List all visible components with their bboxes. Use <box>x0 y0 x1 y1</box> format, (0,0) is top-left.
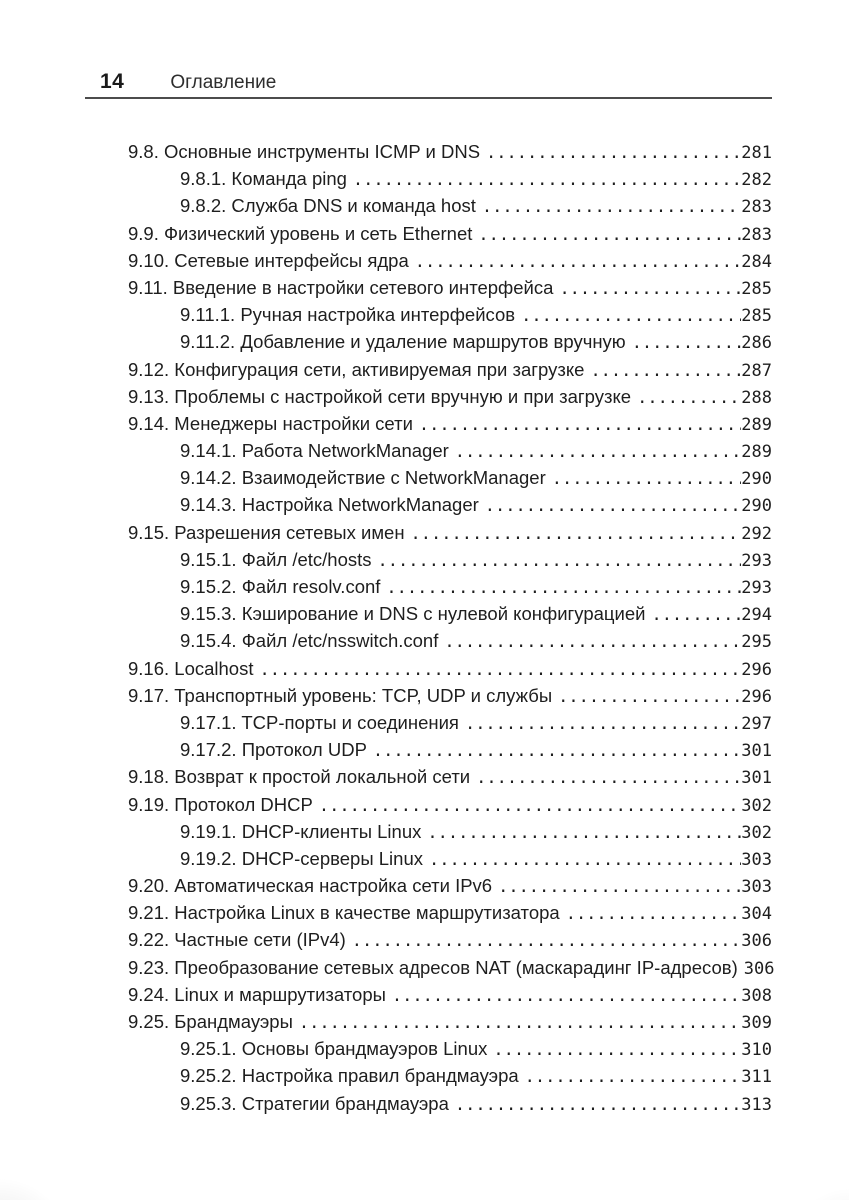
toc-entry-page: 313 <box>741 1094 772 1115</box>
toc-entry-page: 289 <box>741 442 772 463</box>
toc-entry <box>85 328 772 355</box>
toc-entry-label: 9.22. Частные сети (IPv4) <box>128 929 346 951</box>
toc-entry <box>85 627 772 654</box>
toc-entry-page: 295 <box>741 632 772 653</box>
toc-entry-label: 9.21. Настройка Linux в качестве маршрутизатора <box>128 902 560 924</box>
toc-entry-page: 290 <box>741 496 772 517</box>
toc-entry <box>85 546 772 573</box>
toc-leader-dots <box>353 167 741 194</box>
toc-entry <box>85 600 772 627</box>
toc-leader-dots <box>259 657 741 684</box>
toc-entry <box>85 872 772 899</box>
toc-leader-dots <box>373 738 741 765</box>
toc-leader-dots <box>498 874 741 901</box>
toc-entry-page: 301 <box>741 768 772 789</box>
toc-leader-dots <box>525 1064 742 1091</box>
toc-entry-label: 9.19.1. DHCP-клиенты Linux <box>180 820 422 842</box>
toc-leader-dots <box>427 820 741 847</box>
toc-entry-label: 9.25. Брандмауэры <box>128 1011 293 1032</box>
toc-entry-page: 283 <box>741 224 772 245</box>
toc-entry-label: 9.15.1. Файл /etc/hosts <box>180 548 372 570</box>
toc-entry-page: 302 <box>741 795 772 816</box>
toc-entry <box>85 165 772 192</box>
toc-entry-page: 289 <box>741 414 772 435</box>
toc-entry-label: 9.16. Localhost <box>128 657 254 679</box>
toc-entry-page: 293 <box>741 550 772 571</box>
toc-entry <box>85 356 772 383</box>
toc-leader-dots <box>465 711 741 738</box>
toc-entry-label: 9.24. Linux и маршрутизаторы <box>128 983 386 1005</box>
toc-entry-label: 9.17.1. TCP-порты и соединения <box>180 711 459 733</box>
toc-entry-label: 9.11. Введение в настройки сетевого интерфейса <box>128 276 554 298</box>
toc-entry <box>85 818 772 845</box>
toc-entry-page: 296 <box>741 659 772 680</box>
toc-leader-dots <box>319 793 741 820</box>
toc-leader-dots <box>493 1037 741 1064</box>
toc-entry-label: 9.10. Сетевые интерфейсы ядра <box>128 249 409 271</box>
toc-entry-page: 281 <box>741 143 772 163</box>
toc-entry-label: 9.14.2. Взаимодействие с NetworkManager <box>180 467 546 489</box>
toc-leader-dots <box>478 222 741 249</box>
toc-entry <box>85 1035 772 1062</box>
toc-entry-page: 290 <box>741 469 772 490</box>
toc-leader-dots <box>632 330 742 357</box>
toc-entry-label: 9.11.2. Добавление и удаление маршрутов вручную <box>180 331 626 353</box>
toc-entry <box>85 763 772 790</box>
toc-leader-dots <box>429 847 741 874</box>
toc-entry-label: 9.13. Проблемы с настройкой сети вручную и при загрузке <box>128 385 632 407</box>
toc-entry-label: 9.11.1. Ручная настройка интерфейсов <box>180 304 516 326</box>
toc-leader-dots <box>455 439 742 466</box>
toc-entry-label: 9.17.2. Протокол UDP <box>180 739 367 761</box>
toc-leader-dots <box>415 249 742 276</box>
toc-leader-dots <box>419 412 741 439</box>
toc-entry-label: 9.17. Транспортный уровень: TCP, UDP и службы <box>128 684 553 706</box>
toc-entry-page: 304 <box>741 904 772 925</box>
toc-leader-dots <box>299 1010 741 1037</box>
toc-entry-label: 9.8.1. Команда ping <box>180 168 347 190</box>
toc-leader-dots <box>566 901 742 928</box>
toc-leader-dots <box>386 575 741 602</box>
toc-entry-label: 9.25.1. Основы брандмауэров Linux <box>180 1038 488 1060</box>
toc-entry-label: 9.15.4. Файл /etc/nsswitch.conf <box>180 630 439 652</box>
toc-entry-label: 9.14.3. Настройка NetworkManager <box>180 494 479 516</box>
toc-entry <box>85 410 772 437</box>
toc-entry-page: 296 <box>741 686 772 707</box>
toc-entry-page: 286 <box>741 333 772 354</box>
toc-leader-dots <box>352 928 741 955</box>
toc-entry <box>85 437 772 464</box>
toc-entry-label: 9.19.2. DHCP-серверы Linux <box>180 847 423 869</box>
toc-leader-dots <box>552 466 742 493</box>
toc-leader-dots <box>486 140 741 167</box>
toc-entry-page: 293 <box>741 578 772 598</box>
toc-entry <box>85 845 772 872</box>
toc-entry <box>85 791 772 818</box>
toc-entry <box>85 1090 772 1117</box>
toc-entry-page: 294 <box>741 605 772 626</box>
toc-entry-page: 303 <box>741 849 772 870</box>
toc-entry-page: 309 <box>741 1013 772 1033</box>
toc-entry-page: 306 <box>743 958 775 979</box>
toc-entry-label: 9.12. Конфигурация сети, активируемая при загрузке <box>128 358 585 380</box>
toc-entry <box>85 1062 772 1089</box>
toc-leader-dots <box>590 358 741 385</box>
toc-entry-page: 282 <box>741 170 772 191</box>
toc-entry-label: 9.15.2. Файл resolv.conf <box>180 576 381 597</box>
toc-leader-dots <box>558 684 741 711</box>
toc-entry <box>85 464 772 491</box>
toc-entry-page: 310 <box>741 1040 772 1061</box>
toc-entry <box>85 138 772 165</box>
toc-entry-label: 9.25.2. Настройка правил брандмауэра <box>180 1065 519 1087</box>
toc-leader-dots <box>476 765 741 792</box>
toc-leader-dots <box>411 521 742 548</box>
toc-entry-page: 308 <box>741 985 772 1006</box>
toc-entry <box>85 383 772 410</box>
toc-entry <box>85 899 772 926</box>
toc-leader-dots <box>455 1092 741 1119</box>
toc-list <box>85 138 775 1117</box>
toc-entry-page: 284 <box>741 251 772 272</box>
toc-entry-label: 9.8. Основные инструменты ICMP и DNS <box>128 141 481 162</box>
toc-entry-label: 9.8.2. Служба DNS и команда host <box>180 195 476 217</box>
toc-entry-page: 302 <box>741 822 772 843</box>
toc-entry-page: 303 <box>741 877 772 898</box>
toc-entry <box>85 192 772 219</box>
toc-entry <box>85 491 772 518</box>
toc-entry-label: 9.14. Менеджеры настройки сети <box>128 412 413 434</box>
toc-entry <box>85 926 772 953</box>
toc-leader-dots <box>392 983 741 1010</box>
toc-entry <box>85 954 775 981</box>
toc-entry-label: 9.18. Возврат к простой локальной сети <box>128 766 471 788</box>
toc-entry <box>85 220 772 247</box>
header-rule <box>85 97 772 99</box>
toc-entry <box>85 736 772 763</box>
page-number: 14 <box>100 70 125 93</box>
toc-entry-page: 292 <box>741 523 772 544</box>
toc-entry-page: 285 <box>741 278 772 299</box>
toc-entry-page: 288 <box>741 387 772 408</box>
toc-entry <box>85 682 772 709</box>
running-title: Оглавление <box>170 72 277 93</box>
toc-entry-label: 9.15.3. Кэширование и DNS с нулевой конфигурацией <box>180 603 646 625</box>
toc-leader-dots <box>444 629 741 656</box>
toc-entry-label: 9.20. Автоматическая настройка сети IPv6 <box>128 875 493 897</box>
toc-entry-label: 9.25.3. Стратегии брандмауэра <box>180 1092 449 1114</box>
toc-entry-page: 285 <box>741 306 772 327</box>
toc-entry-page: 283 <box>741 197 772 218</box>
toc-entry <box>85 519 772 546</box>
toc-entry-label: 9.15. Разрешения сетевых имен <box>128 521 405 543</box>
toc-leader-dots <box>378 548 742 575</box>
toc-entry-page: 306 <box>741 931 772 952</box>
toc-entry-label: 9.14.1. Работа NetworkManager <box>180 440 449 462</box>
toc-entry <box>85 655 772 682</box>
toc-entry-page: 287 <box>741 360 772 381</box>
toc-entry <box>85 981 772 1008</box>
toc-leader-dots <box>651 602 741 629</box>
toc-entry-page: 311 <box>741 1067 772 1088</box>
toc-entry-label: 9.23. Преобразование сетевых адресов NAT (маскарадинг IP-адресов) <box>128 956 738 978</box>
toc-leader-dots <box>637 385 741 412</box>
toc-entry-page: 297 <box>741 713 772 734</box>
toc-leader-dots <box>521 303 741 330</box>
toc-entry <box>85 301 772 328</box>
toc-entry-label: 9.19. Протокол DHCP <box>128 793 313 815</box>
toc-entry <box>85 709 772 736</box>
toc-leader-dots <box>482 194 741 221</box>
toc-entry <box>85 1008 772 1035</box>
toc-entry-label: 9.9. Физический уровень и сеть Ethernet <box>128 222 473 244</box>
toc-entry-page: 301 <box>741 741 772 762</box>
toc-entry <box>85 247 772 274</box>
toc-leader-dots <box>559 276 741 303</box>
toc-entry <box>85 274 772 301</box>
toc-entry <box>85 573 772 600</box>
running-header <box>100 70 276 94</box>
toc-leader-dots <box>485 493 741 520</box>
